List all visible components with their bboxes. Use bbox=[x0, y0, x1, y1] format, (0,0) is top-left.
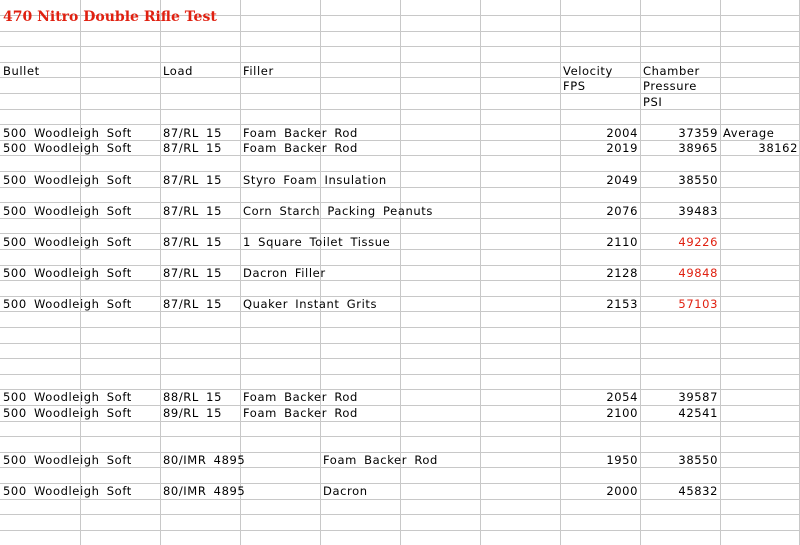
row-pressure: 38550 bbox=[678, 453, 718, 467]
header-velocity: Velocity bbox=[563, 64, 613, 78]
row-load: 87/RL 15 bbox=[163, 266, 222, 280]
row-load: 87/RL 15 bbox=[163, 173, 222, 187]
grid-column-line bbox=[160, 0, 161, 545]
row-filler: Corn Starch Packing Peanuts bbox=[243, 204, 433, 218]
header-pressure: Pressure bbox=[643, 79, 697, 93]
row-pressure: 37359 bbox=[678, 126, 718, 140]
row-filler: Styro Foam Insulation bbox=[243, 173, 387, 187]
grid-column-line bbox=[560, 0, 561, 545]
row-load: 89/RL 15 bbox=[163, 406, 222, 420]
row-velocity: 2049 bbox=[606, 173, 638, 187]
row-pressure: 49848 bbox=[678, 266, 718, 280]
average-value: 38162 bbox=[758, 141, 798, 155]
row-pressure: 38965 bbox=[678, 141, 718, 155]
row-velocity: 2110 bbox=[606, 235, 638, 249]
header-chamber: Chamber bbox=[643, 64, 700, 78]
row-pressure: 49226 bbox=[678, 235, 718, 249]
row-filler: Dacron bbox=[323, 484, 368, 498]
header-bullet: Bullet bbox=[3, 64, 40, 78]
row-bullet: 500 Woodleigh Soft bbox=[3, 297, 132, 311]
row-velocity: 2004 bbox=[606, 126, 638, 140]
row-filler: Foam Backer Rod bbox=[243, 126, 358, 140]
header-load: Load bbox=[163, 64, 193, 78]
row-velocity: 2128 bbox=[606, 266, 638, 280]
row-filler: Foam Backer Rod bbox=[243, 141, 358, 155]
row-velocity: 2000 bbox=[606, 484, 638, 498]
row-filler: 1 Square Toilet Tissue bbox=[243, 235, 391, 249]
row-load: 87/RL 15 bbox=[163, 297, 222, 311]
row-load: 80/IMR 4895 bbox=[163, 453, 246, 467]
row-velocity: 1950 bbox=[606, 453, 638, 467]
row-filler: Foam Backer Rod bbox=[243, 406, 358, 420]
grid-column-line bbox=[480, 0, 481, 545]
sheet-title: 470 Nitro Double Rifle Test bbox=[3, 9, 217, 25]
grid-column-line bbox=[720, 0, 721, 545]
row-bullet: 500 Woodleigh Soft bbox=[3, 126, 132, 140]
row-bullet: 500 Woodleigh Soft bbox=[3, 390, 132, 404]
row-velocity: 2019 bbox=[606, 141, 638, 155]
header-psi: PSI bbox=[643, 95, 663, 109]
row-pressure: 45832 bbox=[678, 484, 718, 498]
row-load: 87/RL 15 bbox=[163, 235, 222, 249]
row-pressure: 39587 bbox=[678, 390, 718, 404]
row-load: 88/RL 15 bbox=[163, 390, 222, 404]
row-bullet: 500 Woodleigh Soft bbox=[3, 204, 132, 218]
grid-column-line bbox=[640, 0, 641, 545]
row-pressure: 57103 bbox=[678, 297, 718, 311]
row-load: 80/IMR 4895 bbox=[163, 484, 246, 498]
row-load: 87/RL 15 bbox=[163, 126, 222, 140]
row-bullet: 500 Woodleigh Soft bbox=[3, 406, 132, 420]
row-filler: Quaker Instant Grits bbox=[243, 297, 378, 311]
row-bullet: 500 Woodleigh Soft bbox=[3, 141, 132, 155]
row-filler: Foam Backer Rod bbox=[243, 390, 358, 404]
header-fps: FPS bbox=[563, 79, 586, 93]
row-bullet: 500 Woodleigh Soft bbox=[3, 453, 132, 467]
row-velocity: 2054 bbox=[606, 390, 638, 404]
header-filler: Filler bbox=[243, 64, 274, 78]
row-bullet: 500 Woodleigh Soft bbox=[3, 235, 132, 249]
row-bullet: 500 Woodleigh Soft bbox=[3, 173, 132, 187]
row-pressure: 42541 bbox=[678, 406, 718, 420]
row-load: 87/RL 15 bbox=[163, 141, 222, 155]
row-pressure: 39483 bbox=[678, 204, 718, 218]
row-bullet: 500 Woodleigh Soft bbox=[3, 266, 132, 280]
row-velocity: 2100 bbox=[606, 406, 638, 420]
row-velocity: 2153 bbox=[606, 297, 638, 311]
row-bullet: 500 Woodleigh Soft bbox=[3, 484, 132, 498]
row-velocity: 2076 bbox=[606, 204, 638, 218]
row-load: 87/RL 15 bbox=[163, 204, 222, 218]
row-filler: Foam Backer Rod bbox=[323, 453, 438, 467]
row-filler: Dacron Filler bbox=[243, 266, 326, 280]
row-pressure: 38550 bbox=[678, 173, 718, 187]
average-label: Average bbox=[723, 126, 775, 140]
